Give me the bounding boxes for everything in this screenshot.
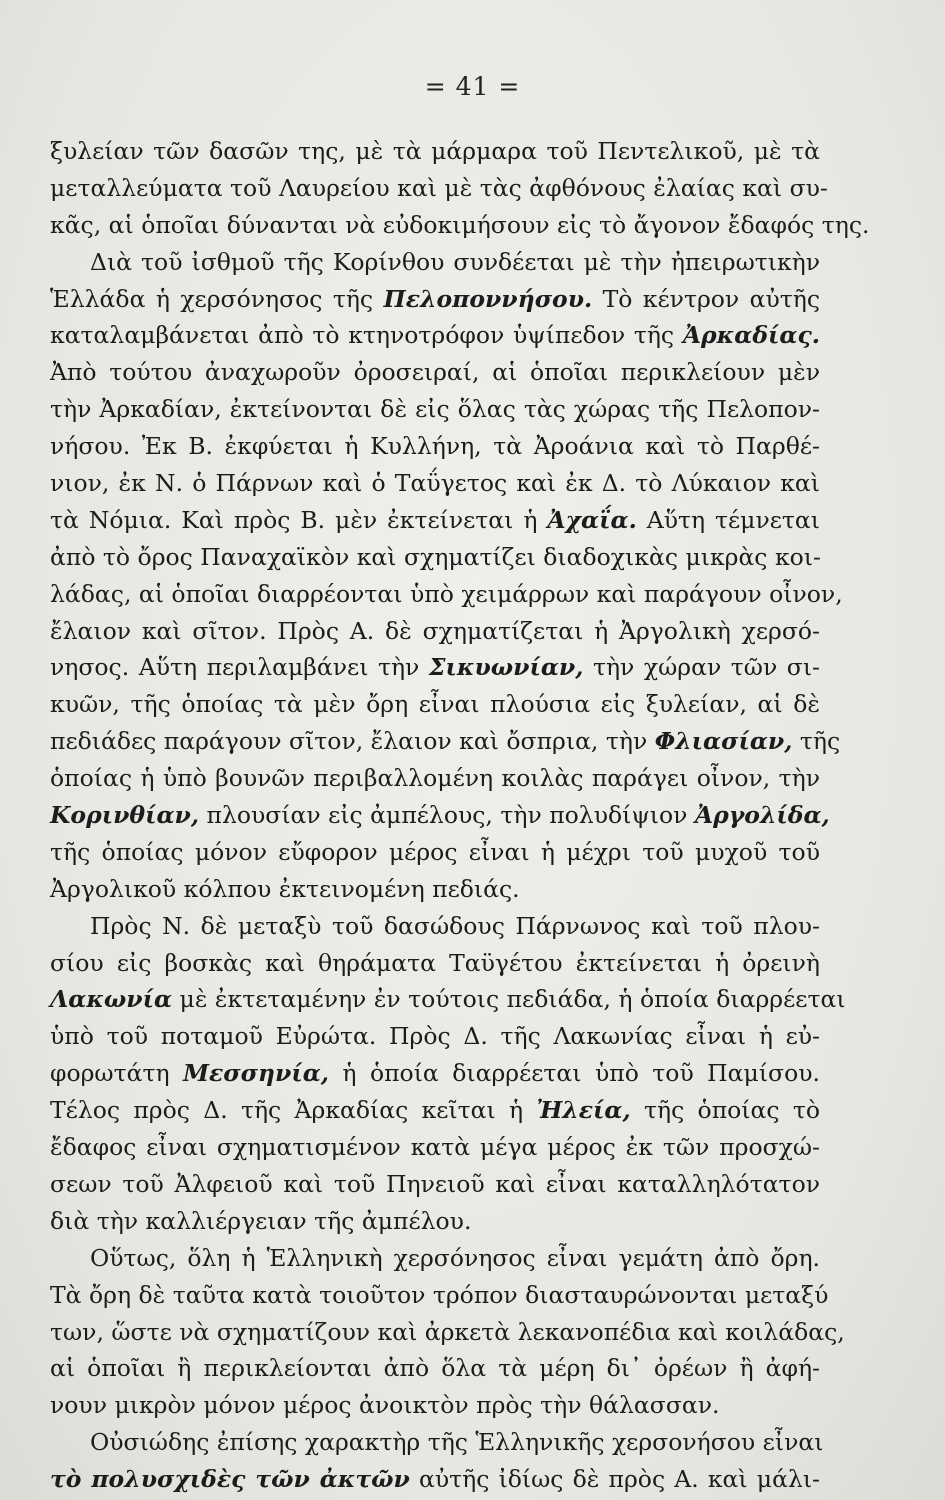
emphasized-place-name: τὸ πολυσχιδὲς τῶν ἀκτῶν [50, 1465, 410, 1494]
text-segment: Πρὸς Ν. δὲ μεταξὺ τοῦ δασώδους Πάρνωνος καὶ τοῦ πλου- [90, 911, 820, 940]
text-segment: μεταλλεύματα τοῦ Λαυρείου καὶ μὲ τὰς ἀφθόνους ἐλαίας καὶ συ- [50, 173, 828, 202]
body-text [50, 133, 870, 1498]
text-line [50, 1166, 820, 1203]
text-segment: διὰ τὴν καλλιέργειαν τῆς ἀμπέλου. [50, 1206, 472, 1235]
emphasized-place-name: Πελοποννήσου. [383, 284, 593, 313]
text-segment: ἔδαφος εἶναι σχηματισμένον κατὰ μέγα μέρος ἐκ τῶν προσχώ- [50, 1133, 820, 1162]
emphasized-place-name: Ἀχαΐα. [547, 505, 637, 534]
text-segment: τὴν χώραν τῶν σι- [583, 653, 820, 682]
text-line [50, 1129, 820, 1166]
text-segment: ξυλείαν τῶν δασῶν της, μὲ τὰ μάρμαρα τοῦ Πεντελικοῦ, μὲ τὰ [50, 137, 820, 165]
text-segment: Αὕτη τέμνεται [636, 505, 820, 534]
text-line [50, 834, 820, 871]
text-line [50, 1240, 820, 1277]
text-line [50, 465, 820, 502]
text-line [50, 908, 820, 945]
text-line [50, 760, 820, 797]
text-line [50, 871, 820, 908]
emphasized-place-name: Μεσσηνία, [182, 1059, 329, 1088]
text-segment: των, ὥστε νὰ σχηματίζουν καὶ ἀρκετὰ λεκανοπέδια καὶ κοιλάδας, [50, 1317, 845, 1346]
text-line [50, 1055, 820, 1092]
text-segment: καταλαμβάνεται ἀπὸ τὸ κτηνοτρόφον ὑψίπεδον τῆς [50, 321, 683, 350]
emphasized-place-name: Κορινθίαν, [50, 801, 200, 830]
text-line [50, 1350, 820, 1387]
text-line [50, 1277, 829, 1314]
text-line [50, 1203, 820, 1240]
text-line [50, 244, 820, 281]
text-line [50, 502, 820, 539]
text-segment: σίου εἰς βοσκὰς καὶ θηράματα Ταϋγέτου ἐκτείνεται ἡ ὀρεινὴ [50, 948, 820, 977]
emphasized-place-name: Ἀργολίδα, [694, 801, 830, 830]
text-segment: τῆς ὁποίας μόνον εὔφορον μέρος εἶναι ἡ μέχρι τοῦ μυχοῦ τοῦ [50, 837, 820, 866]
text-line [50, 539, 820, 576]
text-line [50, 391, 820, 428]
text-line [50, 649, 820, 686]
text-segment: νουν μικρὸν μόνον μέρος ἀνοικτὸν πρὸς τὴν θάλασσαν. [50, 1391, 720, 1420]
text-line [50, 428, 820, 465]
text-segment: Οὕτως, ὅλη ἡ Ἑλληνικὴ χερσόνησος εἶναι γεμάτη ἀπὸ ὄρη. [90, 1243, 820, 1272]
text-segment: μὲ ἐκτεταμένην ἐν τούτοις πεδιάδα, ἡ ὁποία διαρρέεται [172, 985, 846, 1014]
text-line [50, 613, 820, 650]
text-segment: ὁποίας ἡ ὑπὸ βουνῶν περιβαλλομένη κοιλὰς παράγει οἶνον, τὴν [50, 764, 820, 793]
text-line [50, 686, 820, 723]
text-segment: Τέλος πρὸς Δ. τῆς Ἀρκαδίας κεῖται ἡ [50, 1096, 537, 1125]
text-segment: πλουσίαν εἰς ἀμπέλους, τὴν πολυδίψιον [199, 801, 695, 830]
emphasized-place-name: Φλιασίαν, [654, 727, 793, 756]
emphasized-place-name: Σικυωνίαν, [428, 653, 584, 682]
text-line [50, 1387, 820, 1424]
text-line [50, 797, 830, 834]
text-line [50, 207, 870, 244]
text-line [50, 1314, 845, 1351]
text-segment: Τὸ κέντρον αὐτῆς [592, 284, 820, 313]
text-segment: Ἑλλάδα ἡ χερσόνησος τῆς [50, 284, 384, 313]
text-segment: νιον, ἐκ Ν. ὁ Πάρνων καὶ ὁ Ταΰγετος καὶ ἐκ Δ. τὸ Λύκαιον καὶ [50, 469, 820, 498]
emphasized-place-name: Ἀρκαδίας. [682, 321, 820, 350]
text-line [50, 723, 841, 760]
text-line [50, 354, 820, 391]
text-segment: κᾶς, αἱ ὁποῖαι δύνανται νὰ εὐδοκιμήσουν εἰς τὸ ἄγονον ἔδαφός της. [50, 210, 870, 239]
text-line [50, 945, 820, 982]
text-segment: Ἀργολικοῦ κόλπου ἐκτεινομένη πεδιάς. [50, 874, 520, 903]
page-number: = 41 = [424, 72, 521, 101]
text-line [50, 1424, 824, 1461]
text-segment: τὰ Νόμια. Καὶ πρὸς Β. μὲν ἐκτείνεται ἡ [50, 505, 548, 534]
text-segment: ὑπὸ τοῦ ποταμοῦ Εὐρώτα. Πρὸς Δ. τῆς Λακωνίας εἶναι ἡ εὐ- [50, 1022, 820, 1051]
text-segment: λάδας, αἱ ὁποῖαι διαρρέονται ὑπὸ χειμάρρων καὶ παράγουν οἶνον, [50, 579, 843, 608]
text-segment: κυῶν, τῆς ὁποίας τὰ μὲν ὄρη εἶναι πλούσια εἰς ξυλείαν, αἱ δὲ [50, 690, 820, 719]
text-segment: τῆς [792, 727, 841, 756]
text-line [50, 133, 820, 170]
text-segment: νησος. Αὕτη περιλαμβάνει τὴν [50, 653, 429, 682]
emphasized-place-name: Ἠλεία, [536, 1096, 631, 1125]
text-line [50, 1018, 820, 1055]
text-line [50, 281, 820, 318]
text-segment: Διὰ τοῦ ἰσθμοῦ τῆς Κορίνθου συνδέεται μὲ τὴν ἠπειρωτικὴν [90, 247, 820, 276]
text-segment: ἡ ὁποία διαρρέεται ὑπὸ τοῦ Παμίσου. [328, 1059, 820, 1088]
text-segment: νήσου. Ἐκ Β. ἐκφύεται ἡ Κυλλήνη, τὰ Ἀροάνια καὶ τὸ Παρθέ- [50, 432, 820, 461]
text-line [50, 1092, 820, 1129]
text-segment: τὴν Ἀρκαδίαν, ἐκτείνονται δὲ εἰς ὅλας τὰς χώρας τῆς Πελοπον- [50, 395, 820, 424]
text-line [50, 317, 820, 354]
text-line [50, 1461, 820, 1498]
text-segment: ἔλαιον καὶ σῖτον. Πρὸς Α. δὲ σχηματίζεται ἡ Ἀργολικὴ χερσό- [50, 616, 820, 645]
text-segment: Οὐσιώδης ἐπίσης χαρακτὴρ τῆς Ἑλληνικῆς χερσονήσου εἶναι [90, 1428, 824, 1457]
emphasized-place-name: Λακωνία [50, 985, 173, 1014]
text-segment: ἀπὸ τὸ ὄρος Παναχαϊκὸν καὶ σχηματίζει διαδοχικὰς μικρὰς κοι- [50, 542, 821, 571]
text-segment: τῆς ὁποίας τὸ [630, 1096, 820, 1125]
text-segment: πεδιάδες παράγουν σῖτον, ἔλαιον καὶ ὄσπρια, τὴν [50, 727, 655, 756]
text-segment: Ἀπὸ τούτου ἀναχωροῦν ὀροσειραί, αἱ ὁποῖαι περικλείουν μὲν [50, 358, 820, 387]
text-line [50, 170, 828, 207]
text-segment: φορωτάτη [50, 1059, 183, 1088]
text-line [50, 981, 846, 1018]
text-segment: Τὰ ὄρη δὲ ταῦτα κατὰ τοιοῦτον τρόπον διασταυρώνονται μεταξύ [50, 1280, 829, 1309]
text-segment: σεων τοῦ Ἀλφειοῦ καὶ τοῦ Πηνειοῦ καὶ εἶναι καταλληλότατον [50, 1169, 820, 1198]
text-line [50, 576, 843, 613]
text-segment: αἱ ὁποῖαι ἢ περικλείονται ἀπὸ ὅλα τὰ μέρη δι᾽ ὀρέων ἢ ἀφή- [50, 1354, 820, 1383]
text-segment: αὐτῆς ἰδίως δὲ πρὸς Α. καὶ μάλι- [409, 1465, 820, 1494]
